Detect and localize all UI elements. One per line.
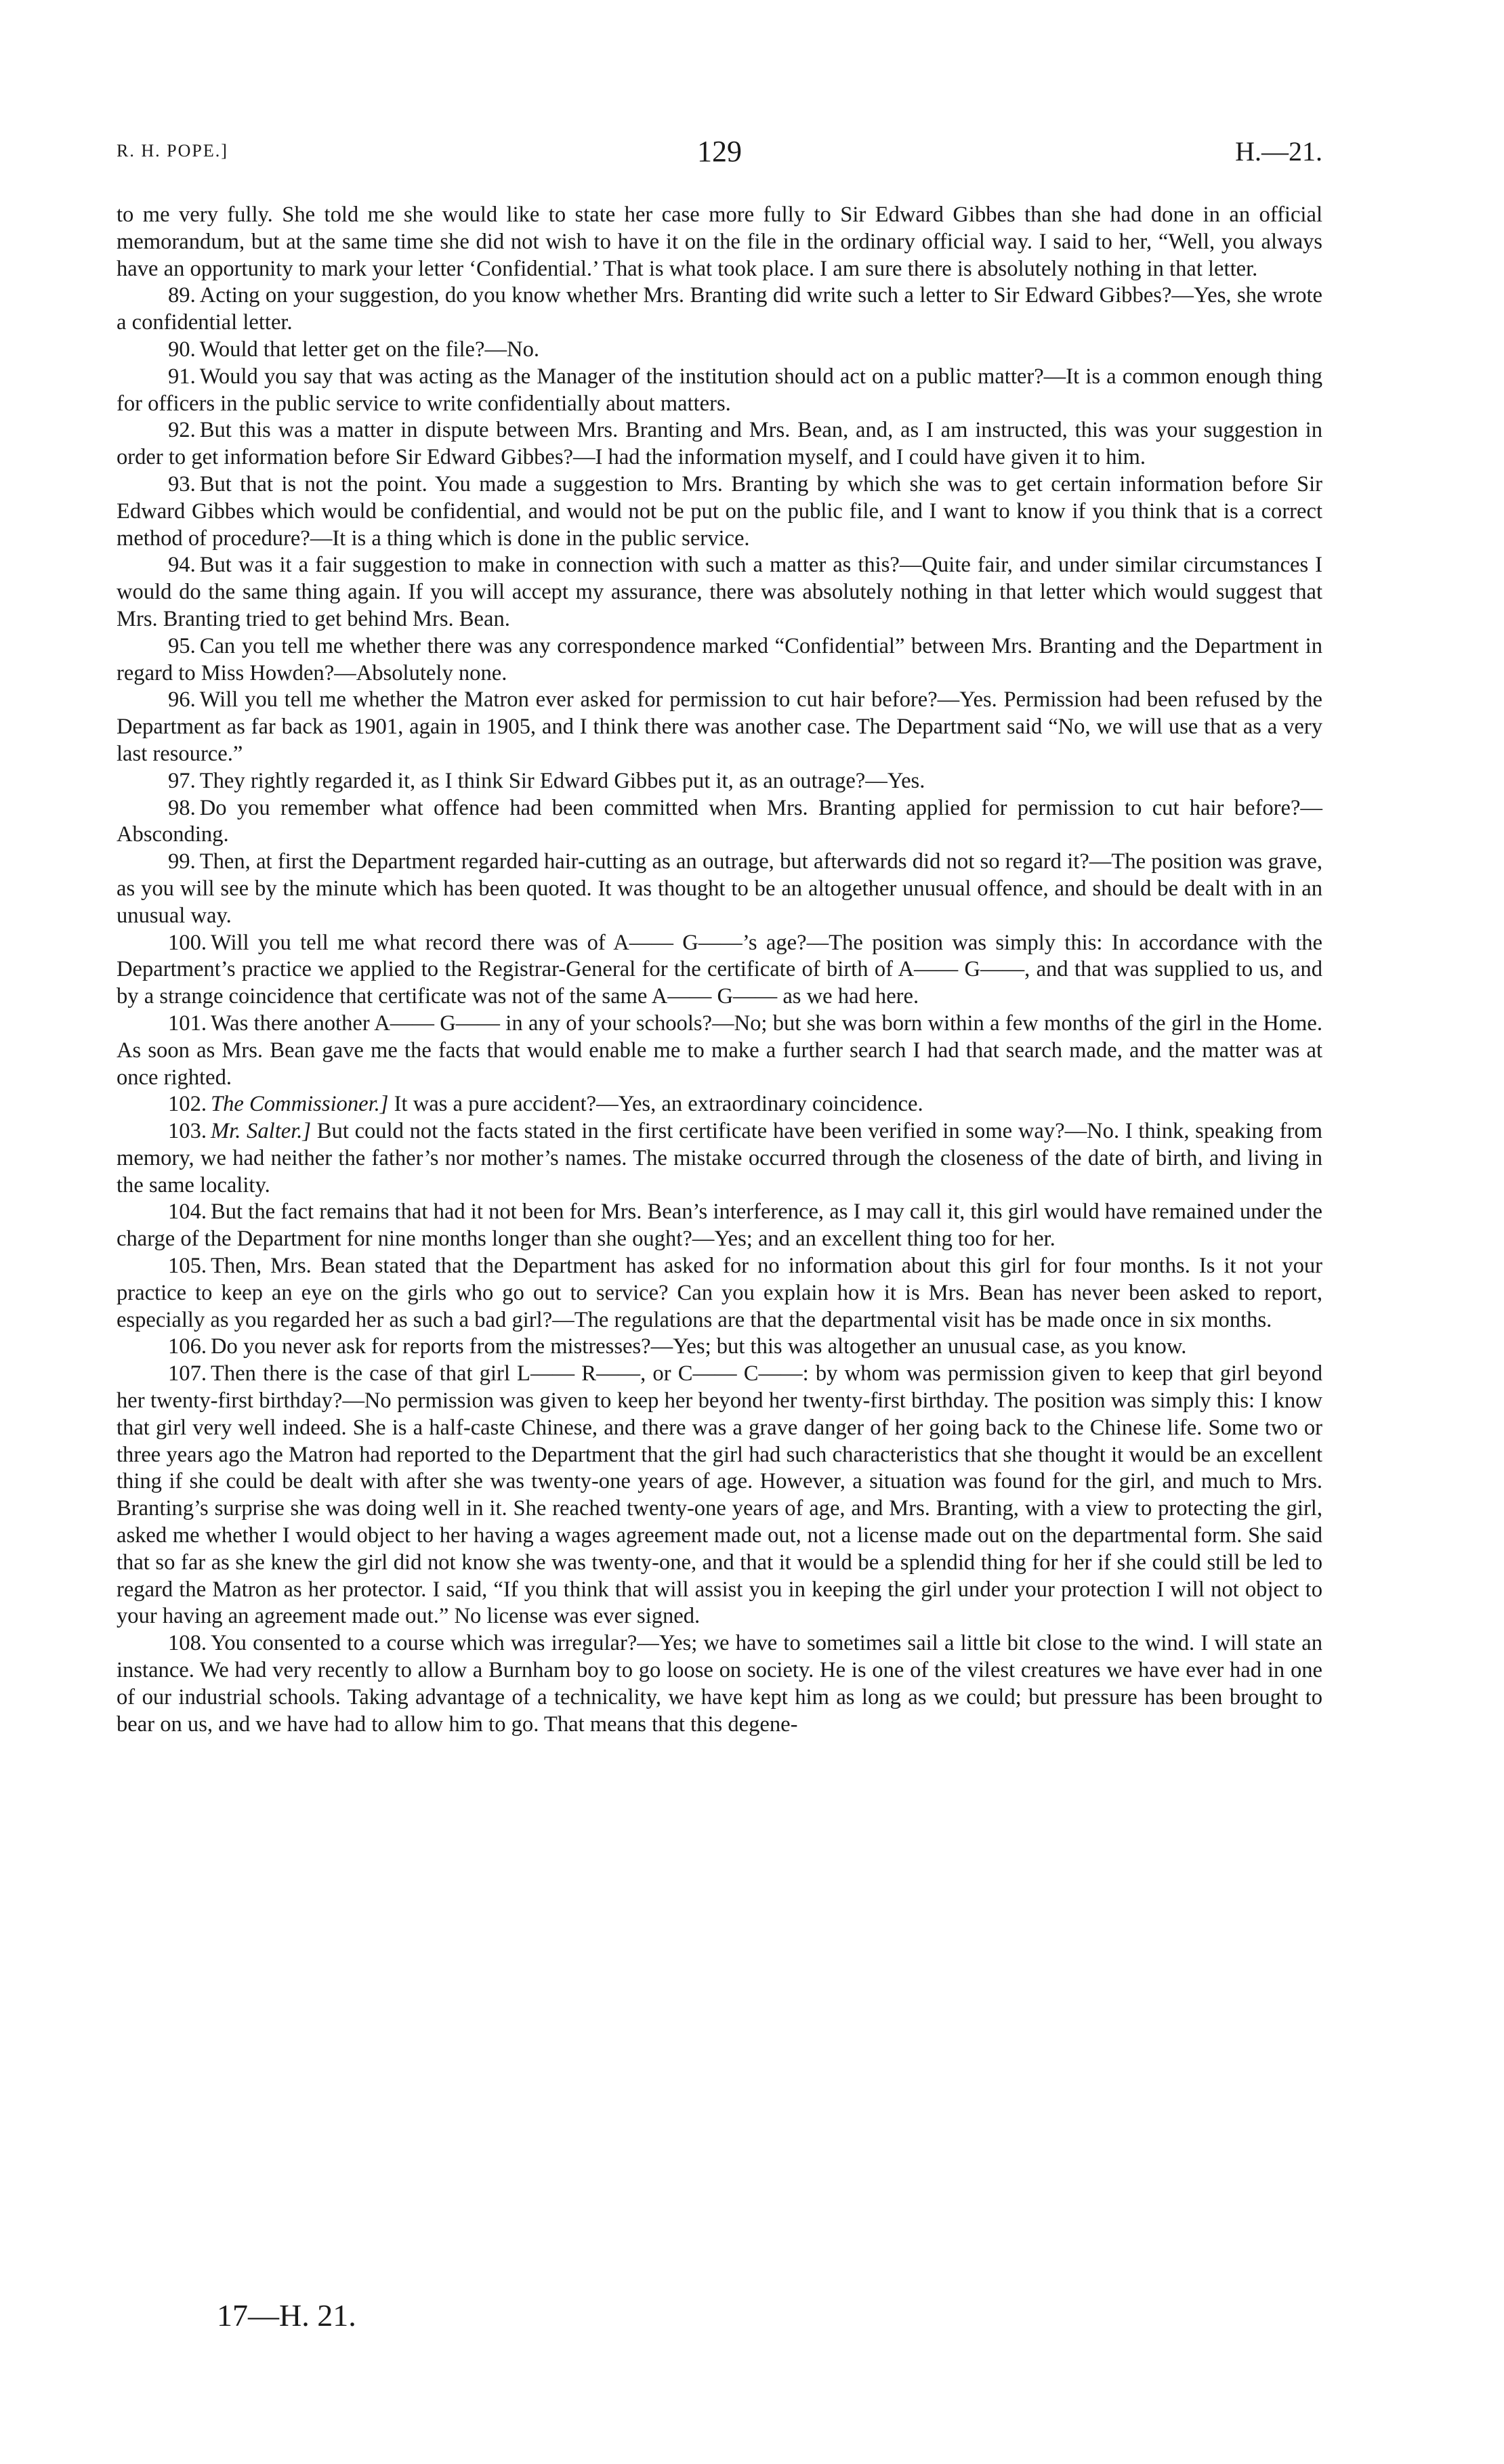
question-92: 92. But this was a matter in dispute between Mrs. Branting and Mrs. Bean, and, as I am instructed, this was your suggestion in order to get information before Sir Edward Gibbes?—I had the information myself, and I could have given it to him. [117, 418, 1322, 470]
running-head [117, 134, 1322, 175]
question-98: 98. Do you remember what offence had been committed when Mrs. Branting applied for permission to cut hair before?—Absconding. [117, 795, 1322, 847]
question-104: 104. But the fact remains that had it not been for Mrs. Bean’s interference, as I may call it, this girl would have remained under the charge of the Department for nine months longer than she ought?—Yes; and an excellent thing too for her. [117, 1199, 1322, 1252]
speaker-label: Mr. Salter.] [211, 1119, 312, 1144]
question-91: 91. Would you say that was acting as the Manager of the institution should act on a public matter?—It is a common enough thing for officers in the public service to write confidentially about matters. [117, 364, 1322, 416]
signature-mark: 17—H. 21. [217, 2298, 356, 2333]
question-107: 107. Then there is the case of that girl L—— R——, or C—— C——: by whom was permission given to keep that girl beyond her twenty-first birthday?—No permission was given to keep her beyond her twenty-first birthday. The position was simply this: I know that girl very well indeed. She is a half-caste Chinese, and there was a grave danger of her going back to the Chinese life. Some two or three years ago the Matron had reported to the Department that the girl had such characteristics that she thought it would be an excellent thing if she could be dealt with after she was twenty-one years of age. However, a situation was found for the girl, and much to Mrs. Branting’s surprise she was doing well in it. She reached twenty-one years of age, and Mrs. Branting, with a view to protecting the girl, asked me whether I would object to her having a wages agreement made out, not a license made out on the departmental form. She said that so far as she knew the girl did not know she was twenty-one, and that it would be a splendid thing for her if she could still be led to regard the Matron as her protector. I said, “If you think that will assist you in keeping the girl under your protection I will not object to your having an agreement made out.” No license was ever signed. [117, 1361, 1322, 1629]
question-102: 102. The Commissioner.] It was a pure accident?—Yes, an extraordinary coincidence. [168, 1092, 923, 1117]
question-108: 108. You consented to a course which was irregular?—Yes; we have to sometimes sail a little bit close to the wind. I will state an instance. We had very recently to allow a Burnham boy to go loose on society. He is one of the vilest creatures we have ever had in one of our industrial schools. Taking advantage of a technicality, we have kept him as long as we could; but pressure has been brought to bear on us, and we have had to allow him to go. That means that this degene- [117, 1631, 1322, 1737]
speaker-label: The Commissioner.] [211, 1092, 389, 1117]
continuation-paragraph: to me very fully. She told me she would like to state her case more fully to Sir Edward Gibbes than she had done in an official memorandum, but at the same time she did not wish to have it on the file in the ordinary official way. I said to her, “Well, you always have an opportunity to mark your letter ‘Confidential.’ That is what took place. I am sure there is absolutely nothing in that letter. [117, 203, 1322, 281]
question-96: 96. Will you tell me whether the Matron ever asked for permission to cut hair before?—Yes. Permission had been refused by the Department as far back as 1901, again in 1905, and I think there was another case. The Department said “No, we will use that as a very last resource.” [117, 687, 1322, 766]
running-head-witness: R. H. POPE.] [117, 141, 228, 161]
paper-reference: H.—21. [1235, 136, 1322, 167]
question-106: 106. Do you never ask for reports from the mistresses?—Yes; but this was altogether an unusual case, as you know. [168, 1334, 1187, 1359]
question-101: 101. Was there another A—— G—— in any of your schools?—No; but she was born within a few months of the girl in the Home. As soon as Mrs. Bean gave me the facts that would enable me to make a further search I had that search made, and the matter was at once righted. [117, 1011, 1322, 1090]
question-93: 93. But that is not the point. You made a suggestion to Mrs. Branting by which she was to get certain information before Sir Edward Gibbes which would be confidential, and would not be put on the public file, and I want to know if you think that is a correct method of procedure?—It is a thing which is done in the public service. [117, 471, 1322, 551]
question-105: 105. Then, Mrs. Bean stated that the Department has asked for no information about this girl for four months. Is it not your practice to keep an eye on the girls who go out to service? Can you explain how it is Mrs. Bean has never been asked to report, especially as you regarded her as such a bad girl?—The regulations are that the departmental visit has be made once in six months. [117, 1254, 1322, 1332]
page-number: 129 [697, 135, 742, 168]
question-95: 95. Can you tell me whether there was any correspondence marked “Confidential” between Mrs. Branting and the Department in regard to Miss Howden?—Absolutely none. [117, 633, 1322, 685]
evidence-text [117, 202, 1322, 1738]
question-94: 94. But was it a fair suggestion to make in connection with such a matter as this?—Quite fair, and under similar circumstances I would do the same thing again. If you will accept my assurance, there was absolutely nothing in that letter which would suggest that Mrs. Branting tried to get behind Mrs. Bean. [117, 553, 1322, 631]
question-103: 103. Mr. Salter.] But could not the facts stated in the first certificate have been verified in some way?—No. I think, speaking from memory, we had neither the father’s nor mother’s names. The mistake occurred through the closeness of the date of birth, and living in the same locality. [117, 1119, 1322, 1197]
question-99: 99. Then, at first the Department regarded hair-cutting as an outrage, but afterwards did not so regard it?—The position was grave, as you will see by the minute which has been quoted. It was thought to be an altogether unusual offence, and should be dealt with in an unusual way. [117, 849, 1322, 928]
question-90: 90. Would that letter get on the file?—No. [168, 337, 540, 362]
question-97: 97. They rightly regarded it, as I think Sir Edward Gibbes put it, as an outrage?—Yes. [168, 768, 925, 793]
question-100: 100. Will you tell me what record there was of A—— G——’s age?—The position was simply this: In accordance with the Department’s practice we applied to the Registrar-General for the certificate of birth of A—— G——, and that was supplied to us, and by a strange coincidence that certificate was not of the same A—— G—— as we had here. [117, 930, 1322, 1009]
question-89: 89. Acting on your suggestion, do you know whether Mrs. Branting did write such a letter to Sir Edward Gibbes?—Yes, she wrote a confidential letter. [117, 283, 1322, 335]
